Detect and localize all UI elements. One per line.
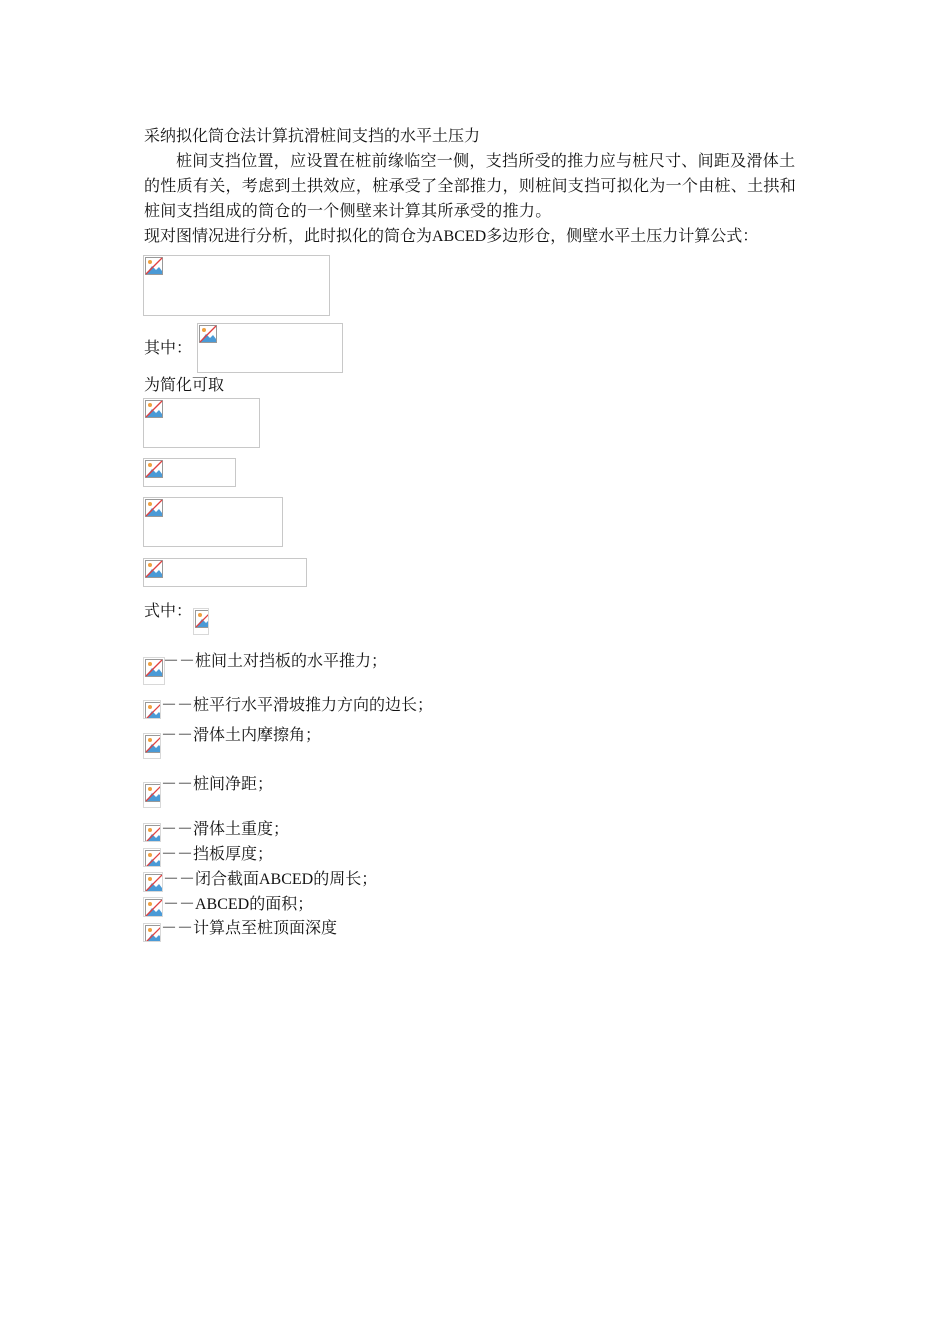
definition-item: －－挡板厚度； (161, 846, 274, 863)
broken-image-icon (145, 659, 163, 677)
broken-image-icon (145, 460, 163, 478)
simplify-label: 为简化可取 (144, 377, 225, 394)
formula-image-simplify-1 (143, 398, 260, 448)
symbol-image-0 (143, 657, 165, 685)
broken-image-icon (145, 825, 161, 842)
analysis-line: 现对图情况进行分析，此时拟化的筒仓为ABCED多边形仓，侧壁水平土压力计算公式： (144, 228, 759, 245)
definition-item: －－闭合截面ABCED的周长； (163, 871, 378, 888)
broken-image-icon (145, 560, 163, 578)
broken-image-icon (145, 257, 163, 275)
definition-item: －－桩间土对挡板的水平推力； (163, 653, 388, 670)
definition-item: －－桩间净距； (161, 776, 274, 793)
broken-image-icon (145, 899, 163, 917)
symbol-image-4 (143, 823, 161, 842)
broken-image-icon (145, 400, 163, 418)
definition-item: －－桩平行水平滑坡推力方向的边长； (161, 697, 434, 714)
document-title: 采纳拟化筒仓法计算抗滑桩间支挡的水平土压力 (144, 128, 481, 145)
symbol-image-6 (143, 872, 163, 892)
broken-image-icon (145, 874, 163, 892)
broken-image-icon (145, 850, 161, 867)
formula-label: 式中： (144, 603, 193, 620)
broken-image-icon (199, 325, 217, 343)
where-label: 其中： (144, 340, 193, 357)
symbol-image-formula (193, 608, 209, 635)
broken-image-icon (145, 735, 161, 753)
broken-image-icon (145, 925, 161, 942)
broken-image-icon (145, 784, 161, 802)
broken-image-icon (145, 499, 163, 517)
formula-image-simplify-2 (143, 458, 236, 487)
formula-image-simplify-3 (143, 497, 283, 547)
formula-image-where (197, 323, 343, 373)
symbol-image-2 (143, 733, 161, 759)
broken-image-icon (195, 610, 209, 628)
symbol-image-1 (143, 700, 161, 719)
symbol-image-7 (143, 897, 163, 917)
broken-image-icon (145, 702, 161, 719)
definition-item: －－滑体土内摩擦角； (161, 727, 322, 744)
definition-item: －－计算点至桩顶面深度 (161, 920, 338, 937)
formula-image-main (143, 255, 330, 316)
symbol-image-3 (143, 782, 161, 808)
intro-paragraph: 桩间支挡位置，应设置在桩前缘临空一侧，支挡所受的推力应与桩尺寸、间距及滑体土的性质有关，考虑到土拱效应，桩承受了全部推力，则桩间支挡可拟化为一个由桩、土拱和桩间支挡组成的筒仓的一个侧壁来计算其所承受的推力。 (144, 153, 797, 220)
formula-image-simplify-4 (143, 558, 307, 587)
symbol-image-8 (143, 923, 161, 942)
symbol-image-5 (143, 848, 161, 867)
definition-item: －－ABCED的面积； (163, 896, 314, 913)
definition-item: －－滑体土重度； (161, 821, 290, 838)
